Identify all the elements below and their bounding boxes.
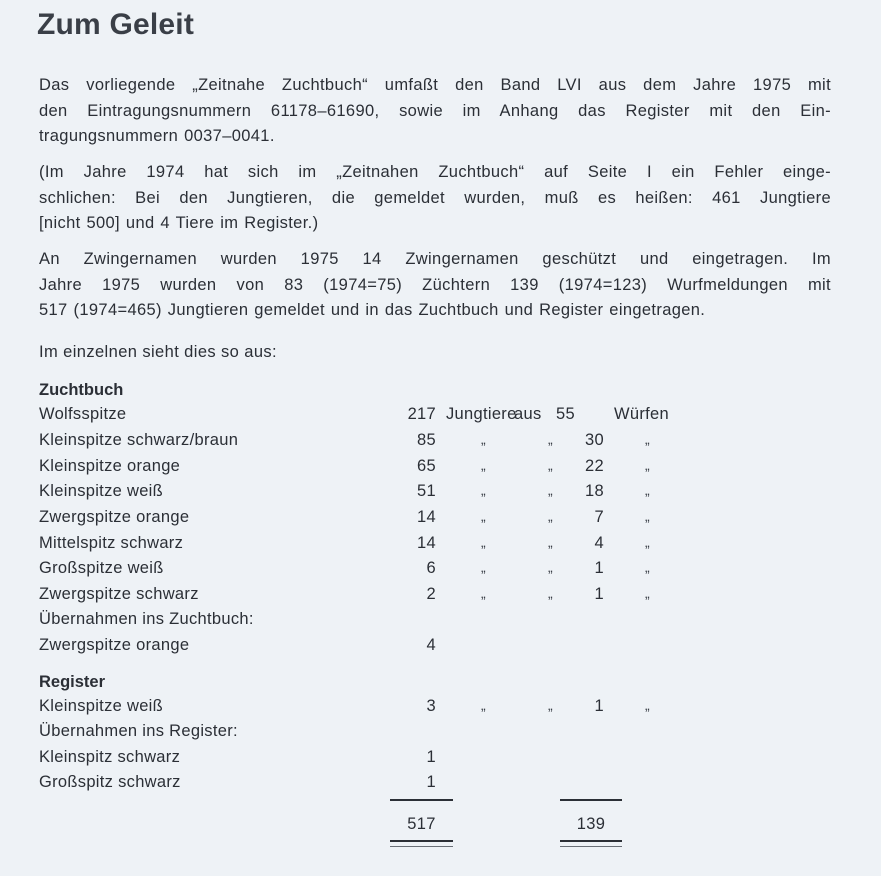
ditto-mark: „: [481, 457, 486, 473]
row-label: Wolfsspitze: [39, 405, 127, 423]
section-heading-register: Register: [39, 673, 106, 691]
row-count: 51: [417, 482, 436, 500]
paragraph-volume: [39, 73, 831, 150]
total-jungtiere: 517: [407, 815, 436, 833]
ditto-mark: „: [548, 457, 553, 473]
column-word-wuerfen: Würfen: [614, 405, 669, 423]
table-row: [0, 748, 881, 773]
table-row: [0, 405, 881, 430]
ditto-mark: „: [481, 482, 486, 498]
table-row: [0, 697, 881, 722]
row-count: 3: [426, 697, 436, 715]
row-count: 217: [407, 405, 436, 423]
table-row: [0, 482, 881, 507]
ditto-mark: „: [645, 697, 650, 713]
paragraph-kennel-names: [39, 247, 831, 324]
table-row: [0, 431, 881, 456]
ditto-mark: „: [481, 585, 486, 601]
ditto-mark: „: [481, 697, 486, 713]
ditto-mark: „: [481, 431, 486, 447]
table-row: [0, 457, 881, 482]
row-litters: 7: [594, 508, 604, 526]
row-litters: 22: [585, 457, 604, 475]
ditto-mark: „: [548, 559, 553, 575]
table-row: [0, 722, 881, 747]
row-litters: 18: [585, 482, 604, 500]
row-litters: 1: [594, 559, 604, 577]
ditto-mark: „: [645, 559, 650, 575]
row-litters: 30: [585, 431, 604, 449]
paragraph-line: An Zwingernamen wurden 1975 14 Zwingernamen geschützt und eingetragen. Im: [39, 250, 831, 268]
row-label: Kleinspitz schwarz: [39, 748, 181, 766]
ditto-mark: „: [548, 697, 553, 713]
row-count: 2: [426, 585, 436, 603]
sum-rule-wuerfe: [560, 799, 622, 801]
row-count: 4: [426, 636, 436, 654]
row-label: Kleinspitze orange: [39, 457, 181, 475]
row-count: 14: [417, 508, 436, 526]
ditto-mark: „: [645, 508, 650, 524]
row-litters: 1: [594, 697, 604, 715]
table-row: [0, 559, 881, 584]
intro-text: Im einzelnen sieht dies so aus:: [39, 343, 278, 361]
paragraph-line: [nicht 500] und 4 Tiere im Register.): [39, 214, 319, 232]
ditto-mark: „: [481, 559, 486, 575]
sum-rule-jungtiere: [390, 799, 453, 801]
table-row: [0, 508, 881, 533]
row-count: 65: [417, 457, 436, 475]
row-count: 14: [417, 534, 436, 552]
paragraph-line: tragungsnummern 0037–0041.: [39, 127, 275, 145]
row-label: Zwergspitze schwarz: [39, 585, 199, 603]
total-underline-jungtiere: [390, 840, 453, 847]
column-word-jungtiere: Jungtiere: [446, 405, 517, 423]
total-underline-wuerfe: [560, 840, 622, 847]
section-heading-zuchtbuch: Zuchtbuch: [39, 381, 124, 399]
paragraph-line: Jahre 1975 wurden von 83 (1974=75) Züchtern 139 (1974=123) Wurfmeldungen mit: [39, 275, 831, 294]
row-label: Großspitz schwarz: [39, 773, 181, 791]
ditto-mark: „: [645, 431, 650, 447]
row-label: Zwergspitze orange: [39, 636, 190, 654]
row-label: Kleinspitze weiß: [39, 697, 164, 715]
row-count: 85: [417, 431, 436, 449]
ditto-mark: „: [548, 585, 553, 601]
paragraph-line: Das vorliegende „Zeitnahe Zuchtbuch“ umfaßt den Band LVI aus dem Jahre 1975 mit: [39, 76, 831, 94]
table-row: [0, 585, 881, 610]
row-litters: 4: [594, 534, 604, 552]
table-row: [0, 773, 881, 798]
row-label: Großspitze weiß: [39, 559, 164, 577]
row-count: 1: [426, 748, 436, 766]
ditto-mark: „: [548, 534, 553, 550]
table-row: [0, 636, 881, 661]
ditto-mark: „: [481, 508, 486, 524]
transfer-label: Übernahmen ins Zuchtbuch:: [39, 610, 254, 628]
column-word-aus: aus: [514, 405, 542, 423]
ditto-mark: „: [548, 431, 553, 447]
row-label: Zwergspitze orange: [39, 508, 190, 526]
row-count: 6: [426, 559, 436, 577]
ditto-mark: „: [645, 457, 650, 473]
ditto-mark: „: [548, 482, 553, 498]
row-label: Kleinspitze schwarz/braun: [39, 431, 239, 449]
paragraph-line: schlichen: Bei den Jungtieren, die gemeldet wurden, muß es heißen: 461 Jungtiere: [39, 188, 831, 207]
paragraph-line: (Im Jahre 1974 hat sich im „Zeitnahen Zuchtbuch“ auf Seite I ein Fehler einge-: [39, 163, 831, 181]
row-label: Mittelspitz schwarz: [39, 534, 184, 552]
transfer-label: Übernahmen ins Register:: [39, 722, 238, 740]
total-wuerfe: 139: [576, 815, 606, 833]
paragraph-line: 517 (1974=465) Jungtieren gemeldet und in das Zuchtbuch und Register eingetragen.: [39, 301, 706, 319]
row-count: 1: [426, 773, 436, 791]
ditto-mark: „: [645, 482, 650, 498]
paragraph-correction: [39, 160, 831, 237]
ditto-mark: „: [645, 534, 650, 550]
ditto-mark: „: [481, 534, 486, 550]
row-litters: 1: [594, 585, 604, 603]
row-label: Kleinspitze weiß: [39, 482, 164, 500]
ditto-mark: „: [548, 508, 553, 524]
paragraph-line: den Eintragungsnummern 61178–61690, sowie im Anhang das Register mit den Ein-: [39, 101, 831, 120]
page-title: Zum Geleit: [37, 8, 195, 41]
table-row: [0, 534, 881, 559]
table-row: [0, 610, 881, 635]
ditto-mark: „: [645, 585, 650, 601]
row-litters: 55: [556, 405, 575, 423]
